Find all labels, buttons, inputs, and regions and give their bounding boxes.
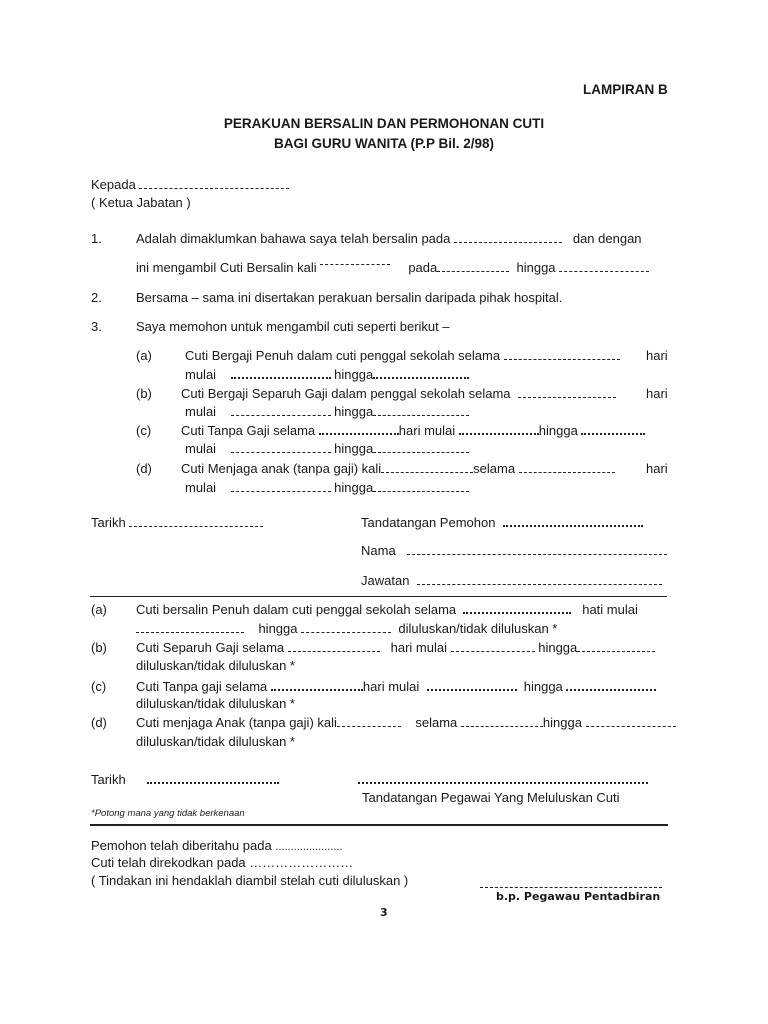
approval-c-hingga-blank[interactable]: [566, 679, 656, 691]
option-c-mulai-blank[interactable]: [459, 423, 539, 435]
bersalin-date-blank[interactable]: [454, 232, 562, 243]
option-b-hari: hari: [646, 386, 668, 401]
approval-d-line-1: Cuti menjaga Anak (tanpa gaji) kali selama hingga: [136, 715, 676, 730]
item-1-line-2: ini mengambil Cuti Bersalin kali pada hingga: [136, 260, 649, 275]
item-3-text: Saya memohon untuk mengambil cuti seperti berikut –: [136, 319, 450, 334]
item-1-line-1: Adalah dimaklumkan bahawa saya telah bersalin pada dan dengan: [136, 231, 642, 246]
bp-signature-blank[interactable]: [480, 877, 662, 888]
approval-a-mulai-blank[interactable]: [136, 622, 244, 633]
option-a-hari: hari: [646, 348, 668, 363]
ketua-jabatan-label: ( Ketua Jabatan ): [91, 195, 191, 210]
applicant-signature: Tandatangan Pemohon: [361, 515, 643, 530]
approval-d-selama-blank[interactable]: [461, 716, 543, 727]
item-3-number: 3.: [91, 319, 102, 334]
hingga-blank[interactable]: [559, 261, 649, 272]
item-2-text: Bersama – sama ini disertakan perakuan bersalin daripada pihak hospital.: [136, 290, 563, 305]
approval-a-line-1: Cuti bersalin Penuh dalam cuti penggal sekolah selama hati mulai: [136, 602, 638, 617]
kali-blank[interactable]: [320, 260, 390, 265]
title-line-1: PERAKUAN BERSALIN DAN PERMOHONAN CUTI: [223, 116, 545, 131]
approval-d-kali-blank[interactable]: [337, 716, 401, 727]
appendix-label: LAMPIRAN B: [583, 82, 668, 97]
applicant-jawatan: Jawatan: [361, 573, 662, 588]
applicant-nama-blank[interactable]: [407, 544, 667, 555]
applicant-tarikh: Tarikh: [91, 515, 263, 530]
approval-c-selama-blank[interactable]: [271, 679, 363, 691]
page-number: 3: [380, 906, 388, 919]
approval-tarikh-blank[interactable]: [147, 772, 279, 784]
approval-d-hingga-blank[interactable]: [586, 716, 676, 727]
option-b-selama-blank[interactable]: [518, 387, 616, 398]
applicant-nama: Nama: [361, 543, 667, 558]
footer-line-2: Cuti telah direkodkan pada ……………………: [91, 855, 354, 870]
option-c-mulai2-blank[interactable]: [231, 442, 331, 453]
option-a-line-2: mulai hingga: [185, 367, 469, 382]
item-1-number: 1.: [91, 231, 102, 246]
footer-line-3: ( Tindakan ini hendaklah diambil stelah cuti diluluskan ): [91, 873, 409, 888]
applicant-jawatan-blank[interactable]: [417, 574, 662, 585]
option-d-hingga-blank[interactable]: [373, 481, 469, 492]
item-2-number: 2.: [91, 290, 102, 305]
approval-d-letter: (d): [91, 715, 107, 730]
pada-blank[interactable]: [437, 261, 509, 272]
approval-signature-blank-wrap: [358, 772, 648, 787]
approval-a-hingga-blank[interactable]: [301, 622, 391, 633]
option-c-line-1: Cuti Tanpa Gaji selama hari mulai hingga: [181, 423, 645, 438]
option-d-mulai-blank[interactable]: [231, 481, 331, 492]
option-c-selama-blank[interactable]: [319, 423, 399, 435]
option-d-hari: hari: [646, 461, 668, 476]
option-d-letter: (d): [136, 461, 152, 476]
approval-c-letter: (c): [91, 679, 107, 694]
option-a-selama-blank[interactable]: [504, 349, 620, 360]
approval-b-line-1: Cuti Separuh Gaji selama hari mulai hingga: [136, 640, 655, 655]
bp-signature-blank-wrap: [480, 876, 662, 891]
approval-b-hingga-blank[interactable]: [577, 641, 655, 652]
option-c-hingga2-blank[interactable]: [373, 442, 469, 453]
footer-line-1: Pemohon telah diberitahu pada ......................: [91, 838, 343, 853]
approval-a-selama-blank[interactable]: [463, 602, 571, 614]
strike-note: *Potong mana yang tidak berkenaan: [91, 808, 245, 819]
approval-signature-label: Tandatangan Pegawai Yang Meluluskan Cuti: [362, 790, 620, 805]
bp-officer-label: b.p. Pegawau Pentadbiran: [496, 890, 661, 903]
option-a-line-1: Cuti Bergaji Penuh dalam cuti penggal sekolah selama: [185, 348, 620, 363]
applicant-tarikh-blank[interactable]: [129, 516, 263, 527]
approval-b-letter: (b): [91, 640, 107, 655]
approval-b-selama-blank[interactable]: [288, 641, 380, 652]
option-a-mulai-blank[interactable]: [231, 367, 331, 379]
divider-top: [90, 596, 667, 597]
option-b-line-2: mulai hingga: [185, 404, 469, 419]
approval-b-mulai-blank[interactable]: [451, 641, 535, 652]
option-a-letter: (a): [136, 348, 152, 363]
option-c-letter: (c): [136, 423, 152, 438]
kepada-label: Kepada: [91, 177, 289, 192]
option-d-line-1: Cuti Menjaga anak (tanpa gaji) kali selama: [181, 461, 615, 476]
approval-a-letter: (a): [91, 602, 107, 617]
approval-d-status: diluluskan/tidak diluluskan *: [136, 734, 295, 749]
approval-tarikh: Tarikh: [91, 772, 279, 787]
applicant-signature-blank[interactable]: [503, 515, 643, 527]
approval-c-mulai-blank[interactable]: [427, 679, 517, 691]
option-b-mulai-blank[interactable]: [231, 405, 331, 416]
kepada-blank[interactable]: [139, 178, 289, 189]
approval-b-status: diluluskan/tidak diluluskan *: [136, 658, 295, 673]
approval-c-line-1: Cuti Tanpa gaji selama hari mulai hingga: [136, 679, 656, 694]
option-d-line-2: mulai hingga: [185, 480, 469, 495]
option-c-line-2: mulai hingga: [185, 441, 469, 456]
option-b-letter: (b): [136, 386, 152, 401]
option-a-hingga-blank[interactable]: [373, 367, 469, 379]
option-b-hingga-blank[interactable]: [373, 405, 469, 416]
option-b-line-1: Cuti Bergaji Separuh Gaji dalam penggal sekolah selama: [181, 386, 616, 401]
option-d-kali-blank[interactable]: [381, 462, 473, 473]
approval-signature-blank[interactable]: [358, 772, 648, 784]
title-line-2: BAGI GURU WANITA (P.P Bil. 2/98): [273, 136, 495, 151]
option-d-selama-blank[interactable]: [519, 462, 615, 473]
approval-a-line-2: hingga diluluskan/tidak diluluskan *: [136, 621, 557, 636]
option-c-hingga-blank[interactable]: [581, 423, 645, 435]
approval-c-status: diluluskan/tidak diluluskan *: [136, 696, 295, 711]
divider-bottom: [90, 824, 668, 826]
